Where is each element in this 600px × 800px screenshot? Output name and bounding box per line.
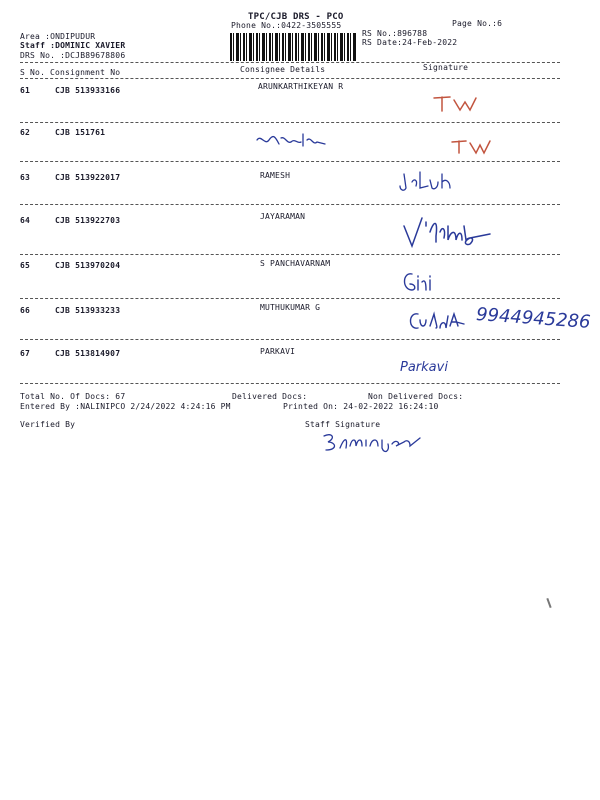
page-number: Page No.:6 [452,19,503,28]
row-consignee: JAYARAMAN [260,212,306,221]
signature-handwritten [398,168,468,198]
row-sno: 65 [20,261,31,270]
staff-signature-handwritten [320,428,430,462]
header-divider [20,62,560,63]
total-docs: Total No. Of Docs: 67 [20,392,126,401]
non-delivered-docs: Non Delivered Docs: [368,392,464,401]
row-consignment: CJB 513814907 [55,349,121,358]
row-consignment: CJB 513970204 [55,261,121,270]
row-divider [20,161,560,162]
row-divider [20,254,560,255]
row-divider [20,339,560,340]
row-sno: 61 [20,86,31,95]
row-sno: 67 [20,349,31,358]
area-label: Area :ONDIPUDUR [20,32,96,41]
verified-by-label: Verified By [20,420,76,429]
signature-scribble-handwritten [406,308,468,338]
row-sno: 64 [20,216,31,225]
column-header-signature: Signature [423,63,469,72]
row-consignment: CJB 513933166 [55,86,121,95]
row-consignment: CJB 151761 [55,128,106,137]
delivered-docs: Delivered Docs: [232,392,308,401]
drs-number: DRS No. :DCJB89678806 [20,51,126,60]
row-divider [20,204,560,205]
rs-number: RS No.:896788 [362,29,428,38]
signature-parkavi-handwritten: Parkavi [400,360,448,375]
row-sno: 66 [20,306,31,315]
barcode-image [230,33,356,61]
column-header-sno: S No. [20,68,46,77]
signature-phone-handwritten: 9944945286 [475,304,592,333]
row-consignee: ARUNKARTHIKEYAN R [258,82,344,91]
staff-label: Staff :DOMINIC XAVIER [20,41,126,50]
row-sno: 63 [20,173,31,182]
row-consignee: PARKAVI [260,347,296,356]
row-consignee: RAMESH [260,171,291,180]
signature-handwritten [255,130,335,154]
rs-date: RS Date:24-Feb-2022 [362,38,458,47]
scan-mark [546,598,551,608]
row-sno: 62 [20,128,31,137]
signature-handwritten [400,212,500,256]
column-divider [20,78,560,79]
row-consignment: CJB 513933233 [55,306,121,315]
row-divider [20,298,560,299]
row-consignee: S PANCHAVARNAM [260,259,331,268]
row-consignment: CJB 513922703 [55,216,121,225]
column-header-consignment: Consignment No [50,68,121,77]
phone-number: Phone No.:0422-3505555 [231,21,342,30]
column-header-consignee: Consignee Details [240,65,326,74]
row-divider [20,383,560,384]
signature-tw-handwritten [432,94,482,118]
staff-signature-label: Staff Signature [305,420,381,429]
printed-on: Printed On: 24-02-2022 16:24:10 [283,402,439,411]
row-consignee: MUTHUKUMAR G [260,303,321,312]
row-consignment: CJB 513922017 [55,173,121,182]
entered-by: Entered By :NALINIPCO 2/24/2022 4:24:16 PM [20,402,231,411]
signature-giri-handwritten [400,270,436,298]
document-title: TPC/CJB DRS - PCO [248,12,344,22]
signature-tw-handwritten [450,138,494,160]
row-divider [20,122,560,123]
